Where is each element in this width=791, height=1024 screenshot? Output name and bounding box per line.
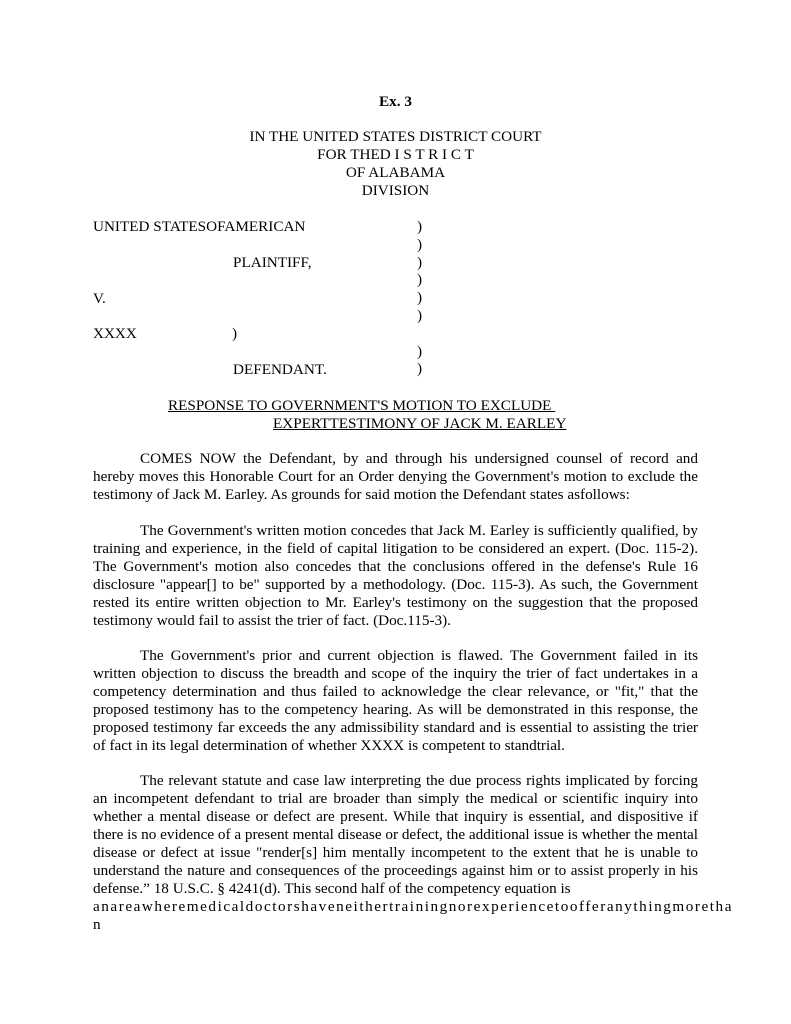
versus-label: V. [93, 290, 106, 307]
caption-paren-column [417, 218, 422, 378]
court-heading [0, 128, 791, 200]
court-line-4: DIVISION [361, 182, 430, 199]
court-line-3: OF ALABAMA [345, 164, 446, 181]
plaintiff-label: PLAINTIFF, [233, 254, 312, 271]
caption-paren: ) [417, 271, 423, 289]
paragraph-4 [93, 772, 733, 934]
caption-paren: ) [417, 306, 423, 324]
paragraph-4-unspaced-line: anareawheremedicaldoctorshaveneithertrainingnorexperiencetoofferanythingmoretha [93, 898, 733, 915]
caption-paren-gap [417, 325, 422, 343]
paragraph-4-tail: n [93, 916, 101, 933]
court-line-1: IN THE UNITED STATES DISTRICT COURT [249, 128, 542, 145]
defendant-party: XXXX [93, 325, 137, 342]
paragraph-1: COMES NOW the Defendant, by and through his undersigned counsel of record and hereby moves this Honorable Court for an Order denying the Government's motion to exclude the testimony of Jack M. Earley. As grounds for said motion the Defendant states asfollows: [93, 450, 698, 503]
defendant-paren: ) [232, 325, 238, 342]
title-line-2: EXPERTTESTIMONY OF JACK M. EARLEY [273, 415, 567, 432]
caption-paren: ) [417, 253, 423, 271]
defendant-label: DEFENDANT. [233, 361, 327, 378]
plaintiff-party: UNITED STATESOFAMERICAN [93, 218, 306, 235]
exhibit-label: Ex. 3 [379, 93, 412, 110]
court-line-2: FOR THED I S T R I C T [317, 146, 474, 163]
caption-paren: ) [417, 289, 423, 307]
case-caption [93, 218, 493, 386]
caption-paren: ) [417, 360, 423, 378]
caption-paren: ) [417, 218, 423, 235]
title-line-1: RESPONSE TO GOVERNMENT'S MOTION TO EXCLUDE [168, 397, 556, 414]
caption-paren: ) [417, 342, 423, 360]
paragraph-4-body: The relevant statute and case law interpreting the due process rights implicated by forcing an incompetent defendant to trial are broader than simply the medical or scientific inquiry into whether a mental disease or defect are present. While that inquiry is essential, and dispositive if there is no evidence of a present mental disease or defect, the additional issue is whether the mental disease or defect at issue "render[s] him mentally incompetent to the extent that he is unable to understand the nature and consequences of the proceedings against him or to assist properly in his defense.” 18 U.S.C. § 4241(d). This second half of the competency equation is [93, 772, 698, 897]
caption-paren: ) [417, 235, 423, 253]
paragraph-2: The Government's written motion concedes that Jack M. Earley is sufficiently qualified, by training and experience, in the field of capital litigation to be considered an expert. (Doc. 115-2). The Government's motion also concedes that the conclusions offered in the defense's Rule 16 disclosure "appear[] to be" supported by a methodology. (Doc. 115-3). As such, the Government rested its entire written objection to Mr. Earley's testimony on the suggestion that the proposed testimony would fail to assist the trier of fact. (Doc.115-3). [93, 522, 698, 629]
paragraph-3: The Government's prior and current objection is flawed. The Government failed in its written objection to discuss the breadth and scope of the inquiry the trier of fact undertakes in a competency determination and thus failed to acknowledge the clear relevance, or "fit," that the proposed testimony has to the competency hearing. As will be demonstrated in this response, the proposed testimony far exceeds the any admissibility standard and is essential to assisting the trier of fact in its legal determination of whether XXXX is competent to standtrial. [93, 647, 698, 754]
